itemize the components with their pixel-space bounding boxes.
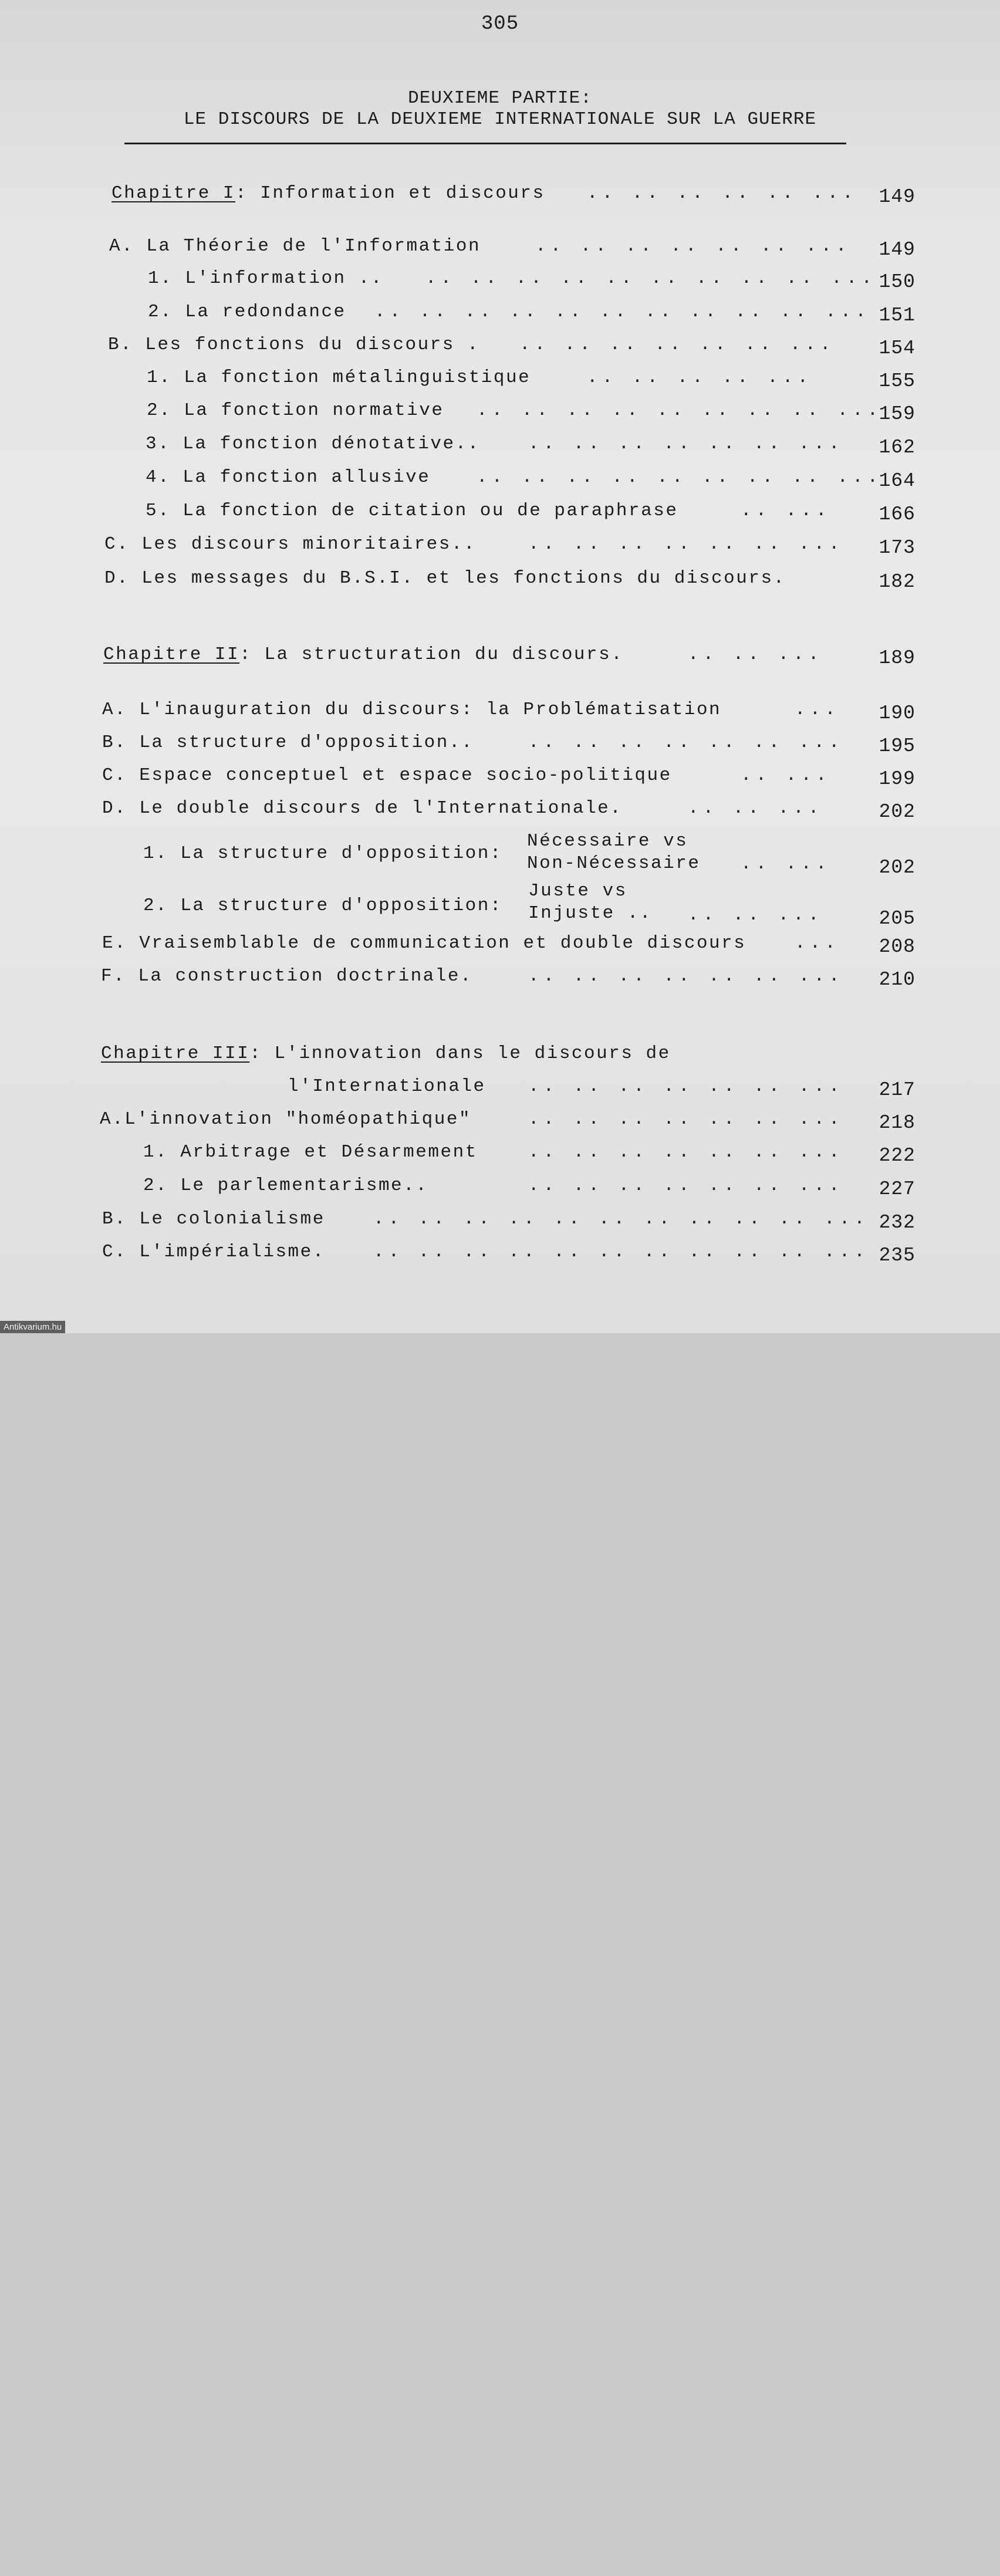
chapter-label: Chapitre I (112, 183, 236, 204)
dot-leader: .. .. .. .. .. .. .. .. .. ... (425, 268, 877, 289)
entry-text: A. L'inauguration du discours: la Problématisation (102, 699, 722, 720)
toc-entry (0, 532, 1000, 557)
dot-leader: .. .. .. .. .. .. .. .. .. .. ... (373, 1209, 869, 1229)
entry-text: B. La structure d'opposition.. (102, 732, 474, 753)
dot-leader: .. .. .. .. .. .. ... (528, 1175, 844, 1196)
page-ref: 208 (879, 936, 915, 958)
toc-entry (0, 964, 1000, 989)
toc-entry (0, 431, 1000, 457)
entry-text: 5. La fonction de citation ou de paraphrase (146, 501, 678, 521)
chapter-title: : La structuration du discours. (239, 644, 624, 665)
page-ref: 149 (879, 239, 915, 261)
page-ref: 164 (879, 470, 915, 492)
entry-text: B. Les fonctions du discours . (108, 334, 480, 355)
dot-leader: .. .. .. .. .. .. ... (528, 966, 844, 986)
entry-text: 1. La structure d'opposition: (143, 843, 502, 864)
page-ref: 159 (879, 403, 915, 425)
page-number: 305 (481, 13, 519, 35)
chapter-label: Chapitre III (101, 1043, 250, 1064)
dot-leader: ... (795, 699, 840, 720)
chapter-title: : Information et discours (235, 183, 545, 204)
page-ref: 218 (879, 1112, 915, 1134)
entry-text: 2. Le parlementarisme.. (143, 1175, 428, 1196)
toc-entry (0, 234, 1000, 259)
entry-text: 3. La fonction dénotative.. (146, 434, 480, 454)
toc-entry (0, 398, 1000, 424)
page-ref: 195 (879, 735, 915, 757)
entry-text: F. La construction doctrinale. (101, 966, 473, 986)
toc-entry (0, 697, 1000, 723)
opposition-term-1: Nécessaire vs (527, 831, 688, 851)
dot-leader: .. .. .. .. .. .. .. .. ... (477, 467, 883, 488)
toc-entry (0, 465, 1000, 491)
page-ref: 235 (879, 1245, 915, 1266)
dot-leader: .. .. .. .. .. .. ... (528, 1109, 844, 1130)
toc-entry (0, 566, 1000, 591)
heading-underline (124, 143, 846, 144)
entry-text: 2. La fonction normative (147, 400, 444, 421)
page-ref: 227 (879, 1178, 915, 1200)
opposition-terms (528, 880, 652, 925)
dot-leader: .. .. ... (688, 905, 823, 925)
entry-text: 4. La fonction allusive (146, 467, 431, 488)
dot-leader: .. .. .. .. .. .. ... (528, 434, 844, 454)
dot-leader: .. .. .. .. .. .. ... (535, 236, 851, 256)
page-ref: 205 (879, 908, 915, 929)
page-ref: 166 (879, 503, 915, 525)
dot-leader: .. .. .. .. .. ... (587, 183, 857, 204)
page-ref: 190 (879, 702, 915, 724)
entry-text: 2. La redondance (148, 302, 346, 322)
dot-leader: .. .. ... (688, 798, 823, 819)
dot-leader: .. .. .. .. .. .. .. .. ... (477, 400, 883, 421)
opposition-term-1: Juste vs (528, 881, 627, 901)
entry-text: C. Les discours minoritaires.. (104, 534, 477, 555)
page-ref: 232 (879, 1212, 915, 1233)
entry-text: 2. La structure d'opposition: (143, 895, 502, 916)
page-ref: 154 (879, 337, 915, 359)
entry-text: E. Vraisemblable de communication et double discours (102, 933, 746, 954)
page-ref: 150 (879, 271, 915, 293)
toc-entry (0, 730, 1000, 756)
opposition-term-2: Injuste .. (528, 903, 653, 924)
chapter-heading-3 (0, 1041, 1000, 1067)
toc-entry (0, 332, 1000, 358)
toc-entry (0, 1239, 1000, 1265)
dot-leader: .. .. .. .. .. .. .. .. .. .. ... (373, 1242, 869, 1262)
dot-leader: .. .. .. .. .. .. .. .. .. .. ... (374, 302, 870, 322)
dot-leader: ... (795, 933, 840, 954)
page-ref: 222 (879, 1145, 915, 1167)
dot-leader: .. .. ... (688, 644, 823, 665)
toc-entry (0, 266, 1000, 292)
page-ref: 189 (879, 647, 915, 669)
entry-text: C. L'impérialisme. (102, 1242, 325, 1262)
page-ref: 202 (879, 857, 915, 878)
entry-text: 1. Arbitrage et Désarmement (143, 1142, 478, 1162)
opposition-terms (527, 830, 700, 875)
dot-leader: .. .. .. .. .. .. ... (528, 732, 844, 753)
dot-leader: .. ... (741, 765, 831, 786)
dot-leader: .. ... (741, 854, 831, 874)
page-ref: 149 (879, 186, 915, 208)
toc-entry (0, 365, 1000, 391)
toc-entry (0, 763, 1000, 789)
entry-text: 1. L'information .. (148, 268, 383, 289)
toc-entry (0, 931, 1000, 956)
entry-text: D. Le double discours de l'Internationale. (102, 798, 623, 819)
page-ref: 151 (879, 305, 915, 326)
opposition-term-2: Non-Nécessaire (527, 853, 701, 874)
chapter-title-continued: l'Internationale (288, 1076, 486, 1097)
page-ref: 173 (879, 537, 915, 559)
chapter-heading-3-continued (0, 1074, 1000, 1100)
entry-text: C. Espace conceptuel et espace socio-politique (102, 765, 672, 786)
watermark: Antikvarium.hu (0, 1321, 65, 1333)
chapter-title: : L'innovation dans le discours de (249, 1043, 671, 1064)
chapter-heading-2 (0, 642, 1000, 668)
page-ref: 199 (879, 768, 915, 790)
toc-entry-opposition-1 (0, 830, 1000, 877)
entry-text: A.L'innovation "homéopathique" (100, 1109, 472, 1130)
dot-leader: .. .. .. .. .. .. ... (528, 1142, 844, 1162)
page-ref: 162 (879, 437, 915, 458)
page-ref: 217 (879, 1079, 915, 1101)
page-ref: 182 (879, 571, 915, 593)
toc-entry (0, 498, 1000, 524)
page-ref: 155 (879, 370, 915, 392)
chapter-heading-1 (0, 181, 1000, 207)
toc-entry (0, 1107, 1000, 1133)
chapter-label: Chapitre II (103, 644, 240, 665)
part-subheading: LE DISCOURS DE LA DEUXIEME INTERNATIONALE SUR LA GUERRE (183, 109, 817, 130)
entry-text: 1. La fonction métalinguistique (147, 367, 531, 388)
dot-leader: .. ... (741, 501, 831, 521)
entry-text: D. Les messages du B.S.I. et les fonctions du discours. (104, 568, 786, 589)
dot-leader: .. .. .. .. .. .. ... (528, 534, 844, 555)
dot-leader: .. .. .. .. .. .. ... (528, 1076, 844, 1097)
toc-entry-opposition-2 (0, 880, 1000, 927)
entry-text: A. La Théorie de l'Information (109, 236, 481, 256)
toc-entry (0, 1173, 1000, 1199)
toc-entry (0, 796, 1000, 822)
toc-entry (0, 299, 1000, 325)
dot-leader: .. .. .. .. .. .. ... (519, 334, 835, 355)
entry-text: B. Le colonialisme (102, 1209, 325, 1229)
dot-leader: .. .. .. .. ... (587, 367, 813, 388)
toc-entry (0, 1206, 1000, 1232)
page-ref: 210 (879, 969, 915, 990)
part-heading: DEUXIEME PARTIE: (408, 88, 592, 109)
toc-entry (0, 1140, 1000, 1165)
page-ref: 202 (879, 801, 915, 823)
